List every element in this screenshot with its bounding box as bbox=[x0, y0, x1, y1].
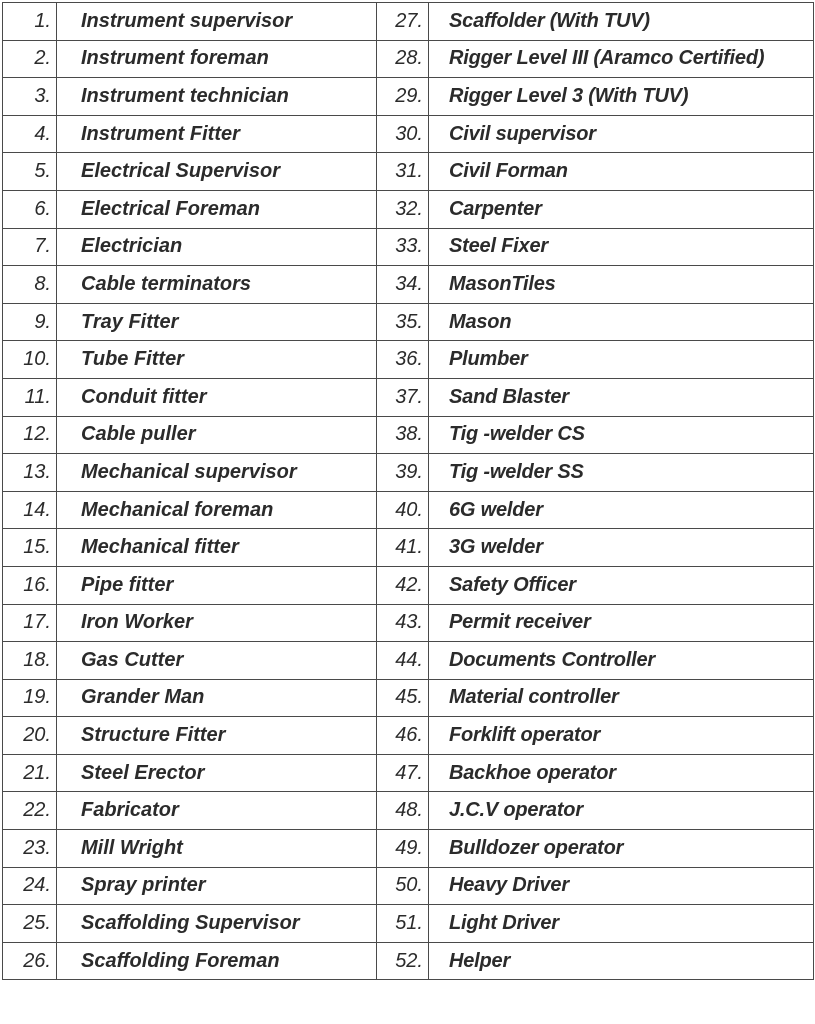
left-job-title: Electrical Foreman bbox=[57, 190, 377, 228]
left-job-title: Electrician bbox=[57, 228, 377, 266]
table-row bbox=[3, 378, 814, 416]
right-job-title: 6G welder bbox=[429, 491, 814, 529]
right-job-title: Tig -welder SS bbox=[429, 454, 814, 492]
right-item-number: 41. bbox=[377, 529, 429, 567]
left-item-number: 11. bbox=[3, 378, 57, 416]
right-job-title: Steel Fixer bbox=[429, 228, 814, 266]
right-item-number: 34. bbox=[377, 266, 429, 304]
right-job-title: Scaffolder (With TUV) bbox=[429, 3, 814, 41]
table-row bbox=[3, 642, 814, 680]
left-item-number: 25. bbox=[3, 905, 57, 943]
right-job-title: Permit receiver bbox=[429, 604, 814, 642]
left-job-title: Mechanical fitter bbox=[57, 529, 377, 567]
right-job-title: 3G welder bbox=[429, 529, 814, 567]
left-job-title: Instrument technician bbox=[57, 78, 377, 116]
right-job-title: Forklift operator bbox=[429, 717, 814, 755]
left-item-number: 15. bbox=[3, 529, 57, 567]
right-job-title: Civil Forman bbox=[429, 153, 814, 191]
left-job-title: Cable terminators bbox=[57, 266, 377, 304]
left-item-number: 8. bbox=[3, 266, 57, 304]
left-job-title: Conduit fitter bbox=[57, 378, 377, 416]
table-row bbox=[3, 266, 814, 304]
right-job-title: Light Driver bbox=[429, 905, 814, 943]
left-job-title: Pipe fitter bbox=[57, 566, 377, 604]
right-job-title: Carpenter bbox=[429, 190, 814, 228]
left-item-number: 14. bbox=[3, 491, 57, 529]
left-job-title: Instrument foreman bbox=[57, 40, 377, 78]
left-item-number: 7. bbox=[3, 228, 57, 266]
right-item-number: 33. bbox=[377, 228, 429, 266]
right-item-number: 35. bbox=[377, 303, 429, 341]
right-job-title: Mason bbox=[429, 303, 814, 341]
left-item-number: 13. bbox=[3, 454, 57, 492]
right-job-title: Documents Controller bbox=[429, 642, 814, 680]
left-job-title: Mechanical foreman bbox=[57, 491, 377, 529]
right-item-number: 47. bbox=[377, 754, 429, 792]
left-item-number: 24. bbox=[3, 867, 57, 905]
table-row bbox=[3, 115, 814, 153]
left-job-title: Cable puller bbox=[57, 416, 377, 454]
table-row bbox=[3, 190, 814, 228]
left-item-number: 17. bbox=[3, 604, 57, 642]
left-item-number: 26. bbox=[3, 942, 57, 980]
right-job-title: Heavy Driver bbox=[429, 867, 814, 905]
left-job-title: Tube Fitter bbox=[57, 341, 377, 379]
right-item-number: 40. bbox=[377, 491, 429, 529]
right-item-number: 48. bbox=[377, 792, 429, 830]
table-row bbox=[3, 717, 814, 755]
table-row bbox=[3, 416, 814, 454]
left-item-number: 22. bbox=[3, 792, 57, 830]
table-row bbox=[3, 40, 814, 78]
left-job-title: Gas Cutter bbox=[57, 642, 377, 680]
right-item-number: 49. bbox=[377, 830, 429, 868]
table-row bbox=[3, 78, 814, 116]
right-job-title: Tig -welder CS bbox=[429, 416, 814, 454]
table-row bbox=[3, 341, 814, 379]
right-item-number: 38. bbox=[377, 416, 429, 454]
left-item-number: 18. bbox=[3, 642, 57, 680]
left-item-number: 20. bbox=[3, 717, 57, 755]
left-item-number: 23. bbox=[3, 830, 57, 868]
right-item-number: 37. bbox=[377, 378, 429, 416]
left-item-number: 16. bbox=[3, 566, 57, 604]
left-job-title: Fabricator bbox=[57, 792, 377, 830]
table-row bbox=[3, 3, 814, 41]
left-item-number: 1. bbox=[3, 3, 57, 41]
left-job-title: Scaffolding Foreman bbox=[57, 942, 377, 980]
right-item-number: 29. bbox=[377, 78, 429, 116]
left-job-title: Mechanical supervisor bbox=[57, 454, 377, 492]
right-job-title: Plumber bbox=[429, 341, 814, 379]
left-item-number: 9. bbox=[3, 303, 57, 341]
right-job-title: Helper bbox=[429, 942, 814, 980]
table-row bbox=[3, 830, 814, 868]
table-row bbox=[3, 905, 814, 943]
right-job-title: Civil supervisor bbox=[429, 115, 814, 153]
right-item-number: 27. bbox=[377, 3, 429, 41]
right-job-title: Safety Officer bbox=[429, 566, 814, 604]
left-item-number: 4. bbox=[3, 115, 57, 153]
table-row bbox=[3, 792, 814, 830]
left-job-title: Instrument supervisor bbox=[57, 3, 377, 41]
left-job-title: Structure Fitter bbox=[57, 717, 377, 755]
left-job-title: Iron Worker bbox=[57, 604, 377, 642]
right-item-number: 30. bbox=[377, 115, 429, 153]
table-row bbox=[3, 604, 814, 642]
right-job-title: Sand Blaster bbox=[429, 378, 814, 416]
left-job-title: Tray Fitter bbox=[57, 303, 377, 341]
right-job-title: Bulldozer operator bbox=[429, 830, 814, 868]
right-item-number: 44. bbox=[377, 642, 429, 680]
job-titles-table-body bbox=[3, 3, 814, 980]
table-row bbox=[3, 454, 814, 492]
left-item-number: 5. bbox=[3, 153, 57, 191]
left-job-title: Steel Erector bbox=[57, 754, 377, 792]
table-row bbox=[3, 228, 814, 266]
right-item-number: 36. bbox=[377, 341, 429, 379]
left-item-number: 6. bbox=[3, 190, 57, 228]
table-row bbox=[3, 754, 814, 792]
table-row bbox=[3, 867, 814, 905]
right-item-number: 43. bbox=[377, 604, 429, 642]
left-item-number: 2. bbox=[3, 40, 57, 78]
left-job-title: Spray printer bbox=[57, 867, 377, 905]
left-job-title: Grander Man bbox=[57, 679, 377, 717]
left-item-number: 10. bbox=[3, 341, 57, 379]
right-item-number: 31. bbox=[377, 153, 429, 191]
table-row bbox=[3, 529, 814, 567]
right-job-title: MasonTiles bbox=[429, 266, 814, 304]
right-job-title: Backhoe operator bbox=[429, 754, 814, 792]
right-item-number: 39. bbox=[377, 454, 429, 492]
table-row bbox=[3, 566, 814, 604]
left-item-number: 19. bbox=[3, 679, 57, 717]
table-row bbox=[3, 679, 814, 717]
right-item-number: 52. bbox=[377, 942, 429, 980]
right-item-number: 45. bbox=[377, 679, 429, 717]
right-job-title: Rigger Level III (Aramco Certified) bbox=[429, 40, 814, 78]
right-job-title: J.C.V operator bbox=[429, 792, 814, 830]
table-row bbox=[3, 942, 814, 980]
left-job-title: Electrical Supervisor bbox=[57, 153, 377, 191]
right-item-number: 32. bbox=[377, 190, 429, 228]
right-item-number: 28. bbox=[377, 40, 429, 78]
job-titles-table bbox=[2, 2, 814, 980]
left-job-title: Mill Wright bbox=[57, 830, 377, 868]
right-item-number: 51. bbox=[377, 905, 429, 943]
table-row bbox=[3, 491, 814, 529]
left-item-number: 12. bbox=[3, 416, 57, 454]
table-row bbox=[3, 303, 814, 341]
right-job-title: Rigger Level 3 (With TUV) bbox=[429, 78, 814, 116]
left-job-title: Scaffolding Supervisor bbox=[57, 905, 377, 943]
right-item-number: 42. bbox=[377, 566, 429, 604]
table-row bbox=[3, 153, 814, 191]
right-item-number: 46. bbox=[377, 717, 429, 755]
left-item-number: 21. bbox=[3, 754, 57, 792]
right-item-number: 50. bbox=[377, 867, 429, 905]
right-job-title: Material controller bbox=[429, 679, 814, 717]
left-item-number: 3. bbox=[3, 78, 57, 116]
left-job-title: Instrument Fitter bbox=[57, 115, 377, 153]
